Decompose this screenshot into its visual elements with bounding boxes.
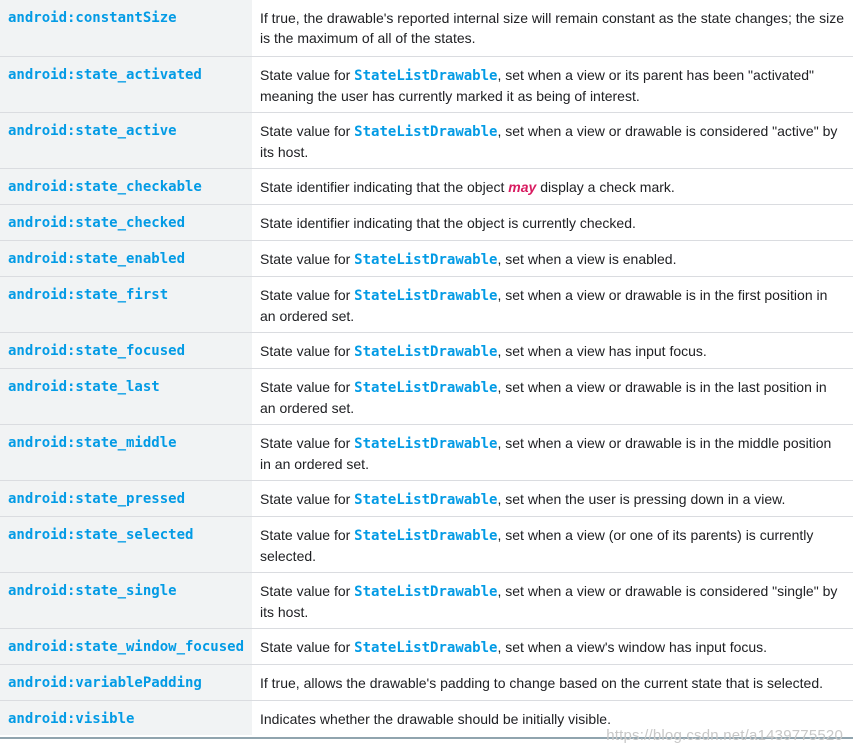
attr-desc-text: State value for	[260, 250, 355, 267]
attr-name-state-focused: android:state_focused	[8, 342, 186, 359]
attr-name-state-active: android:state_active	[8, 122, 177, 139]
attr-name-state-window-focused: android:state_window_focused	[8, 638, 245, 655]
attr-name-cell	[0, 204, 252, 240]
attr-desc-text: State value for	[260, 66, 355, 83]
attr-desc-text: , set when a view or its parent has been "activated" meaning the user has currently marked it as being of interest.	[260, 66, 815, 104]
attr-name-cell	[0, 572, 252, 628]
attr-desc-text: , set when a view (or one of its parents) is currently selected.	[260, 526, 814, 564]
attr-name-variablePadding: android:variablePadding	[8, 674, 202, 691]
attr-desc-text: State identifier indicating that the object	[260, 178, 509, 195]
attr-desc-cell	[252, 664, 853, 700]
attr-desc-text: If true, allows the drawable's padding to change based on the current state that is selected.	[260, 674, 824, 691]
table-row	[0, 516, 853, 572]
table-row	[0, 240, 853, 276]
statelistdrawable-link[interactable]: StateListDrawable	[354, 379, 498, 396]
attr-name-cell	[0, 480, 252, 516]
attr-desc-text: , set when a view is enabled.	[497, 250, 677, 267]
table-row	[0, 168, 853, 204]
attr-desc-cell	[252, 56, 853, 112]
attr-desc-text: State value for	[260, 286, 355, 303]
attr-name-cell	[0, 628, 252, 664]
statelistdrawable-link[interactable]: StateListDrawable	[354, 435, 498, 452]
attr-desc-text: , set when a view or drawable is in the middle position in an ordered set.	[260, 434, 832, 472]
attr-desc-text: State value for	[260, 378, 355, 395]
table-row	[0, 332, 853, 368]
attr-desc-cell	[252, 628, 853, 664]
attr-name-cell	[0, 516, 252, 572]
attr-desc-cell	[252, 332, 853, 368]
table-row	[0, 204, 853, 240]
attr-desc-text: , set when a view or drawable is considered "single" by its host.	[260, 582, 838, 620]
attr-name-cell	[0, 332, 252, 368]
attr-desc-text: , set when a view or drawable is considered "active" by its host.	[260, 122, 838, 160]
table-row	[0, 424, 853, 480]
statelistdrawable-link[interactable]: StateListDrawable	[354, 287, 498, 304]
attr-name-cell	[0, 368, 252, 424]
attr-name-cell	[0, 700, 252, 735]
attr-desc-cell	[252, 204, 853, 240]
attr-name-state-middle: android:state_middle	[8, 434, 177, 451]
attr-desc-text: display a check mark.	[536, 178, 675, 195]
attr-desc-text: State value for	[260, 582, 355, 599]
attr-desc-text: Indicates whether the drawable should be initially visible.	[260, 710, 611, 727]
attr-name-visible: android:visible	[8, 710, 135, 727]
emphasis-may: may	[508, 178, 537, 195]
attr-name-cell	[0, 168, 252, 204]
statelistdrawable-link[interactable]: StateListDrawable	[354, 123, 498, 140]
attr-desc-text: State value for	[260, 490, 355, 507]
table-row	[0, 112, 853, 168]
table-row	[0, 56, 853, 112]
attr-desc-cell	[252, 572, 853, 628]
attr-name-state-activated: android:state_activated	[8, 66, 202, 83]
attr-name-cell	[0, 276, 252, 332]
table-row	[0, 664, 853, 700]
attr-desc-text: , set when the user is pressing down in a view.	[497, 490, 786, 507]
attr-desc-text: State value for	[260, 526, 355, 543]
attr-desc-cell	[252, 0, 853, 56]
attr-name-state-checked: android:state_checked	[8, 214, 186, 231]
attr-desc-cell	[252, 480, 853, 516]
table-row	[0, 480, 853, 516]
attr-desc-text: State value for	[260, 122, 355, 139]
attr-name-cell	[0, 112, 252, 168]
statelistdrawable-link[interactable]: StateListDrawable	[354, 639, 498, 656]
table-row	[0, 276, 853, 332]
table-row	[0, 368, 853, 424]
attr-name-state-enabled: android:state_enabled	[8, 250, 186, 267]
attr-desc-cell	[252, 112, 853, 168]
attr-desc-cell	[252, 168, 853, 204]
attr-desc-text: , set when a view's window has input focus.	[497, 638, 768, 655]
attr-desc-cell	[252, 516, 853, 572]
attr-name-constantSize: android:constantSize	[8, 10, 177, 26]
statelistdrawable-link[interactable]: StateListDrawable	[354, 527, 498, 544]
attr-name-state-pressed: android:state_pressed	[8, 490, 186, 507]
attr-desc-cell	[252, 276, 853, 332]
attr-desc-cell	[252, 424, 853, 480]
attr-desc-text: , set when a view or drawable is in the first position in an ordered set.	[260, 286, 828, 324]
attr-name-state-single: android:state_single	[8, 582, 177, 599]
table-row	[0, 628, 853, 664]
attr-desc-text: , set when a view or drawable is in the last position in an ordered set.	[260, 378, 827, 416]
attr-desc-cell	[252, 240, 853, 276]
attr-name-cell	[0, 424, 252, 480]
table-row	[0, 572, 853, 628]
attr-desc-text: State value for	[260, 342, 355, 359]
statelistdrawable-link[interactable]: StateListDrawable	[354, 251, 498, 268]
table-row	[0, 0, 853, 56]
attr-name-cell	[0, 664, 252, 700]
attr-name-cell	[0, 240, 252, 276]
attr-desc-text: State identifier indicating that the object is currently checked.	[260, 214, 636, 231]
attr-name-state-last: android:state_last	[8, 378, 160, 395]
statelistdrawable-link[interactable]: StateListDrawable	[354, 343, 498, 360]
attr-desc-text: , set when a view has input focus.	[497, 342, 707, 359]
attr-name-state-first: android:state_first	[8, 286, 169, 303]
attr-desc-text: State value for	[260, 638, 355, 655]
attr-name-state-checkable: android:state_checkable	[8, 178, 202, 195]
attr-name-cell	[0, 0, 252, 56]
watermark: https://blog.csdn.net/a1439775520	[606, 727, 843, 744]
attr-name-cell	[0, 56, 252, 112]
attr-name-state-selected: android:state_selected	[8, 526, 194, 543]
statelistdrawable-link[interactable]: StateListDrawable	[354, 67, 498, 84]
attr-desc-text: If true, the drawable's reported internal size will remain constant as the state changes; the size is the maximum of all of the states.	[260, 10, 844, 46]
attr-desc-text: State value for	[260, 434, 355, 451]
statelistdrawable-link[interactable]: StateListDrawable	[354, 491, 498, 508]
attr-desc-cell	[252, 368, 853, 424]
statelistdrawable-link[interactable]: StateListDrawable	[354, 583, 498, 600]
